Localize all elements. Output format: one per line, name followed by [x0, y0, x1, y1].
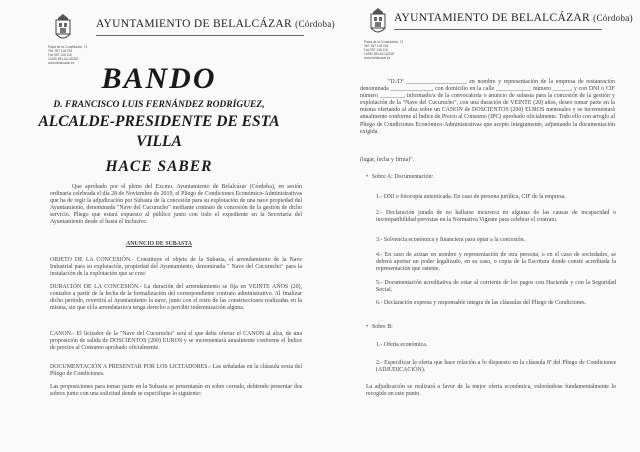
sobre-b-heading	[366, 324, 616, 331]
sobre-a-heading	[366, 174, 616, 181]
coat-of-arms-icon	[54, 14, 72, 42]
left-header-province: (Córdoba)	[295, 19, 335, 29]
anuncio-subasta-heading: ANUNCIO DE SUBASTA	[125, 241, 192, 247]
declaracion-paragraph: "D./Dª ____________________, en nombre y representación de la empresa de restauración denominada ______________, con domicilio en la calle ____________ número ______, y con DNI o CIF número ________, informado/a de la convocatoria o anuncio de subasta para la concesión de la gestión y explotación de la "Nave del Cucurucho", con una duración de VEINTE (20) años, deseo tomar parte en la misma ofertando al alza sobre un CANON de DOSCIENTOS (200) EUROS mensuales y se incrementará anualmente conforme al Índice de Precio al Consumo (IPC) aprobado oficialmente. Todo ello con arreglo al Pliego de Condiciones Económico-Administrativas que acepto íntegramente, adjuntando la documentación exigida.	[360, 79, 615, 135]
address-line: Plaza de la Constitución, 11	[48, 45, 88, 49]
address-line: Plaza de la Constitución, 11	[364, 40, 404, 44]
mayor-title-line2: VILLA	[136, 133, 182, 150]
bullet-icon: •	[366, 324, 369, 330]
address-line: Telf. 957 146 004	[364, 44, 389, 48]
address-line: Fax 957 146 116	[48, 53, 72, 57]
mayor-name: D. FRANCISCO LUIS FERNÁNDEZ RODRÍGUEZ,	[53, 100, 265, 110]
sobre-a-label: Sobre A: Documentación:	[372, 174, 434, 180]
right-header-address	[364, 40, 404, 60]
bando-title: BANDO	[101, 62, 217, 95]
sobre-b-item: 2.- Especificar la oferta que hace relación a lo dispuesto en la cláusula 8ª del Pliego de Condiciones (ADJUDICACIÓN).	[376, 360, 616, 374]
right-header-town: AYUNTAMIENTO DE BELALCÁZAR	[394, 12, 590, 24]
mayor-title-line1: ALCALDE-PRESIDENTE DE ESTA	[38, 113, 280, 130]
canon-paragraph: CANON.- El licitador de la "Nave del Cucurucho" será el que deba ofertar el CANON al alza, de una proposición de salida de DOSCIENTOS (200) EUROS y se incrementará anualmente conforme el Índice de precios al Consumo aprobado oficialmente.	[50, 331, 302, 352]
left-header-title	[96, 18, 335, 30]
intro-paragraph: Que aprobado por el pleno del Excmo. Ayuntamiento de Belalcázar (Córdoba), en sesión ordinaria celebrada el día 28 de Noviembre de 2019, el Pliego de Condiciones Económico-Administrativas que ha de regir la adjudicación por Subasta de la concesión para su explotación de una nave propiedad del Ayuntamiento, denominada "Nave del Cucurucho" mediante contrato de concesión de la gestión de dicho servicio. Pliego que estará expuesto al público junto con todo el expediente en la Secretaría del Ayuntamiento desde el hasta el inclusive.	[50, 184, 302, 226]
lugar-fecha-firma: (lugar, fecha y firma)".	[360, 157, 415, 163]
bullet-icon: •	[366, 174, 369, 180]
address-line: Fax 957 146 116	[364, 48, 388, 52]
objeto-paragraph: OBJETO DE LA CONCESIÓN.- Constituye el objeto de la Subasta, el arrendamiento de la Nave Industrial para su explotación, propiedad del Ayuntamiento, denominada " Nave del Cucurucho" para la instalación de la explotación que se cree.	[50, 257, 302, 278]
address-line: 14280 BELALCÁZAR	[48, 57, 79, 61]
sobre-a-item: 2.- Declaración jurada de no hallarse incurso/a en algunas de las causas de incapacidad o incompatibilidad previstas en la Normativa Vigente para celebrar el contrato.	[376, 210, 616, 224]
coat-of-arms-icon	[369, 8, 387, 36]
documentacion-paragraph: DOCUMENTACIÓN A PRESENTAR POR LOS LICITADORES.- Las señaladas en la cláusula sexta del Pliego de Condiciones.	[50, 364, 302, 378]
adjudicacion-paragraph: La adjudicación se realizará a favor de la mejor oferta económica, valorándose fundamentalmente lo recogido en este punto.	[366, 384, 616, 398]
address-line: www.belalcazar.es	[364, 56, 391, 60]
address-line: 14280 BELALCÁZAR	[364, 52, 395, 56]
left-header-town: AYUNTAMIENTO DE BELALCÁZAR	[96, 18, 292, 30]
address-line: Telf. 957 146 004	[48, 49, 73, 53]
sobre-a-item: 6.- Declaración expresa y responsable íntegra de las cláusulas del Pliego de Condiciones.	[376, 300, 587, 306]
right-header-title	[394, 12, 633, 24]
sobre-b-item: 1.- Oferta económica.	[376, 342, 428, 348]
right-header-province: (Córdoba)	[593, 13, 633, 23]
left-header-rule	[96, 35, 304, 36]
duracion-paragraph: DURACIÓN DE LA CONCESIÓN.- La duración del arrendamiento se fija en VEINTE AÑOS (20), contados a partir de la fecha de la formalización del correspondiente contrato administrativo. Al finalizar dicho periodo, revertirá al Ayuntamiento la nave, junto con el resto de las construcciones realizadas en la misma, sin que el/la arrendatario/a tenga derecho a percibir indemnización alguna.	[50, 284, 302, 312]
sobre-a-item: 3.- Solvencia económica y financiera para optar a la concesión.	[376, 237, 525, 243]
sobre-b-label: Sobre B:	[372, 324, 393, 330]
sobre-a-item: 1.- DNI o fotocopia autenticada. En caso de persona jurídica, CIF de la empresa.	[376, 194, 566, 200]
proposiciones-paragraph: Las proposiciones para tomar parte en la Subasta se presentarán en sobre cerrado, debiendo presentar dos sobres junto con una solicitud donde se especifique lo siguiente:	[50, 384, 302, 398]
address-line: www.belalcazar.es	[48, 61, 75, 65]
right-header-rule	[394, 29, 602, 30]
hace-saber-heading: HACE SABER	[105, 158, 213, 175]
sobre-a-item: 4.- En caso de actuar en nombre y representación de otra persona, o en el caso de sociedades, se deberá aportar un poder legalizado, en su caso, o copia de la Escritura donde conste acreditada la representación que ostente.	[376, 252, 616, 273]
sobre-a-item: 5.- Documentación acreditativa de estar al corriente de los pagos con Hacienda y con la Seguridad Social.	[376, 280, 616, 294]
